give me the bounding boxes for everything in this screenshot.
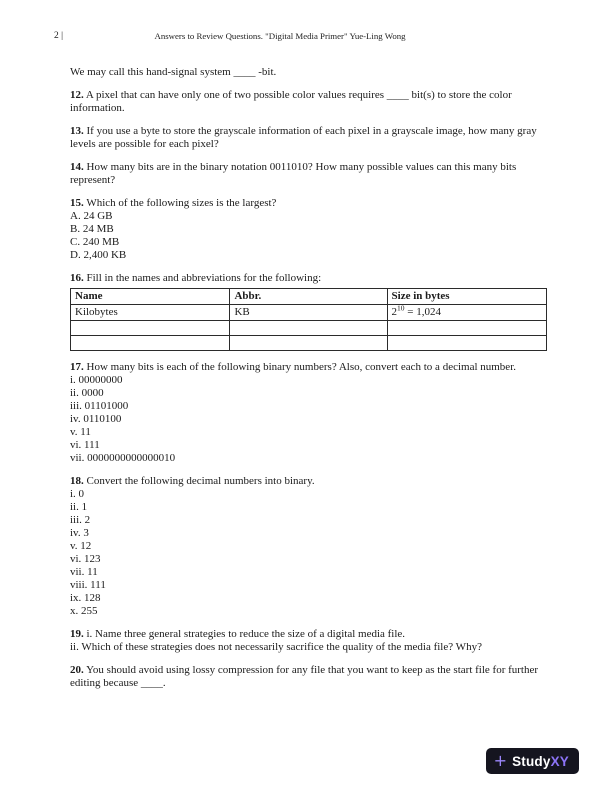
page-header bbox=[0, 31, 612, 41]
logo-study: Study bbox=[512, 753, 551, 769]
cell-empty bbox=[71, 321, 230, 336]
question-18-text: Convert the following decimal numbers into binary. bbox=[86, 475, 315, 487]
question-14-number: 14. bbox=[70, 161, 84, 173]
question-17 bbox=[70, 361, 547, 465]
question-16 bbox=[70, 272, 547, 351]
question-19-text-1: i. Name three general strategies to reduce the size of a digital media file. bbox=[86, 628, 406, 640]
cell-abbr: KB bbox=[230, 305, 387, 321]
question-17-item: v. 11 bbox=[70, 426, 91, 438]
question-20-number: 20. bbox=[70, 664, 84, 676]
question-17-number: 17. bbox=[70, 361, 84, 373]
question-18-item: i. 0 bbox=[70, 488, 85, 500]
studyxy-logo bbox=[486, 748, 579, 774]
question-17-item: vi. 111 bbox=[70, 439, 100, 451]
question-13 bbox=[70, 125, 547, 151]
question-16-prompt bbox=[70, 272, 547, 285]
size-base: 2 bbox=[391, 306, 398, 318]
question-18-item: vii. 11 bbox=[70, 566, 98, 578]
table-header-row bbox=[71, 289, 547, 305]
question-19-number: 19. bbox=[70, 628, 84, 640]
question-19 bbox=[70, 628, 547, 654]
question-17-item: iv. 0110100 bbox=[70, 413, 122, 425]
plus-icon: + bbox=[493, 750, 508, 770]
question-16-table bbox=[70, 288, 547, 351]
intro-paragraph: We may call this hand-signal system ____ -bit. bbox=[70, 66, 277, 78]
question-12-number: 12. bbox=[70, 89, 84, 101]
question-17-item: i. 00000000 bbox=[70, 374, 123, 386]
cell-empty bbox=[387, 321, 546, 336]
table-header-size: Size in bytes bbox=[387, 289, 546, 305]
question-15-number: 15. bbox=[70, 197, 84, 209]
question-18-item: iv. 3 bbox=[70, 527, 89, 539]
size-exponent: 10 bbox=[397, 303, 405, 313]
question-18-item: vi. 123 bbox=[70, 553, 101, 565]
cell-size bbox=[387, 305, 546, 321]
question-15-option-c: C. 240 MB bbox=[70, 236, 120, 248]
question-18-item: iii. 2 bbox=[70, 514, 91, 526]
cell-name: Kilobytes bbox=[71, 305, 230, 321]
question-12-text: A pixel that can have only one of two possible color values requires ____ bit(s) to store the color information. bbox=[70, 89, 512, 114]
question-19-line-1 bbox=[70, 628, 547, 641]
question-15 bbox=[70, 197, 547, 262]
table-header-abbr: Abbr. bbox=[230, 289, 387, 305]
question-14-text: How many bits are in the binary notation 0011010? How many possible values can this many bits represent? bbox=[70, 161, 517, 186]
question-15-prompt bbox=[70, 197, 547, 210]
table-row-empty bbox=[71, 336, 547, 351]
question-17-item: iii. 01101000 bbox=[70, 400, 129, 412]
cell-empty bbox=[387, 336, 546, 351]
question-18-prompt bbox=[70, 475, 547, 488]
question-17-text: How many bits is each of the following binary numbers? Also, convert each to a decimal number. bbox=[86, 361, 516, 373]
question-18-item: x. 255 bbox=[70, 605, 98, 617]
cell-empty bbox=[230, 321, 387, 336]
question-18-item: v. 12 bbox=[70, 540, 92, 552]
question-16-number: 16. bbox=[70, 272, 84, 284]
header-title: Answers to Review Questions. "Digital Media Primer" Yue-Ling Wong bbox=[154, 31, 406, 41]
question-20-text: You should avoid using lossy compression for any file that you want to keep as the start file for further editing because ____. bbox=[70, 664, 539, 689]
question-18-item: ix. 128 bbox=[70, 592, 101, 604]
question-15-text: Which of the following sizes is the largest? bbox=[86, 197, 277, 209]
page-number: 2 | bbox=[54, 31, 64, 41]
table-row bbox=[71, 305, 547, 321]
question-13-text: If you use a byte to store the grayscale information of each pixel in a grayscale image, how many gray levels are possible for each pixel? bbox=[70, 125, 537, 150]
question-19-line-2: ii. Which of these strategies does not necessarily sacrifice the quality of the media file? Why? bbox=[70, 641, 482, 653]
logo-xy: XY bbox=[550, 753, 569, 769]
cell-empty bbox=[230, 336, 387, 351]
question-17-item: ii. 0000 bbox=[70, 387, 104, 399]
question-14 bbox=[70, 161, 547, 187]
question-13-number: 13. bbox=[70, 125, 84, 137]
question-18 bbox=[70, 475, 547, 618]
question-20 bbox=[70, 664, 547, 690]
question-18-number: 18. bbox=[70, 475, 84, 487]
question-15-option-d: D. 2,400 KB bbox=[70, 249, 127, 261]
question-16-text: Fill in the names and abbreviations for the following: bbox=[86, 272, 322, 284]
question-12 bbox=[70, 89, 547, 115]
question-15-option-b: B. 24 MB bbox=[70, 223, 114, 235]
table-header-name: Name bbox=[71, 289, 230, 305]
document-content bbox=[70, 66, 547, 690]
question-18-item: viii. 111 bbox=[70, 579, 106, 591]
question-15-option-a: A. 24 GB bbox=[70, 210, 113, 222]
size-rest: = 1,024 bbox=[404, 306, 441, 318]
question-18-item: ii. 1 bbox=[70, 501, 88, 513]
question-17-item: vii. 0000000000000010 bbox=[70, 452, 176, 464]
question-17-prompt bbox=[70, 361, 547, 374]
logo-text bbox=[512, 754, 569, 769]
table-row-empty bbox=[71, 321, 547, 336]
cell-empty bbox=[71, 336, 230, 351]
